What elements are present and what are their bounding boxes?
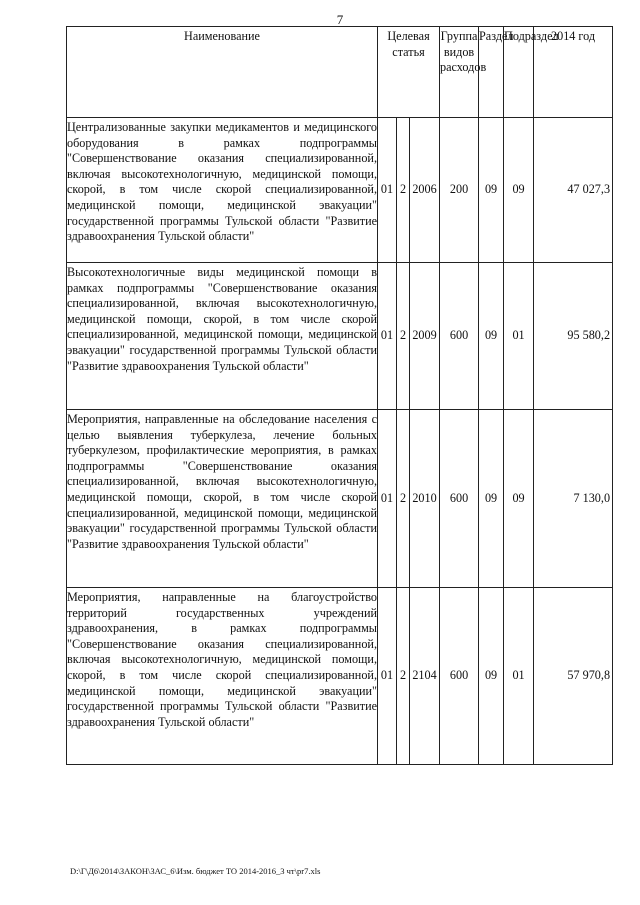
code-program: 01 (378, 118, 397, 263)
table-row (67, 118, 613, 263)
code-activity: 2010 (410, 410, 440, 588)
header-row (67, 27, 613, 118)
header-year: 2014 год (534, 27, 613, 118)
code-program: 01 (378, 263, 397, 410)
subsection: 09 (504, 410, 534, 588)
table-row (67, 588, 613, 765)
header-subsection: Подраздел (504, 27, 534, 118)
code-activity: 2006 (410, 118, 440, 263)
row-name: Централизованные закупки медикаментов и медицинского оборудования в рамках подпрограммы "Совершенствование оказания специализированной, включая высокотехнологичную, медицинской помощи, скорой, в том числе скорой специализированной, медицинской помощи, медицинской эвакуации" государственной программы Тульской области "Развитие здравоохранения Тульской области" (67, 120, 377, 244)
row-name: Мероприятия, направленные на обследование населения с целью выявления туберкулеза, лечение больных туберкулезом, профилактические мероприятия, в рамках подпрограммы "Совершенствование оказания специализированной, включая высокотехнологичную, медицинской помощи, скорой, в том числе скорой специализированной, медицинской помощи, медицинской эвакуации" государственной программы Тульской области "Развитие здравоохранения Тульской области" (67, 412, 377, 551)
amount: 57 970,8 (534, 588, 613, 765)
section: 09 (479, 263, 504, 410)
row-name: Высокотехнологичные виды медицинской помощи в рамках подпрограммы "Совершенствование оказания специализированной, включая высокотехнологичную, медицинской помощи, скорой, в том числе скорой специализированной, медицинской помощи, медицинской эвакуации" государственной программы Тульской области "Развитие здравоохранения Тульской области" (67, 265, 377, 373)
table-row (67, 410, 613, 588)
page-number: 7 (336, 12, 344, 27)
code-subprogram: 2 (397, 410, 410, 588)
expense-group: 600 (440, 263, 479, 410)
code-activity: 2009 (410, 263, 440, 410)
code-program: 01 (378, 410, 397, 588)
header-section: Раздел (479, 27, 504, 118)
row-name: Мероприятия, направленные на благоустройство территорий государственных учреждений здравоохранения, в рамках подпрограммы "Совершенствование оказания специализированной, включая высокотехнологичную, медицинской помощи, скорой, в том числе скорой специализированной, медицинской помощи, медицинской эвакуации" государственной программы Тульской области "Развитие здравоохранения Тульской области" (67, 590, 377, 729)
amount: 7 130,0 (534, 410, 613, 588)
section: 09 (479, 588, 504, 765)
file-path-footer: D:\Г\Д6\2014\ЗАКОН\ЗАС_6\Изм. бюджет ТО 2014-2016_3 чт\pr7.xls (70, 866, 321, 876)
code-subprogram: 2 (397, 263, 410, 410)
code-program: 01 (378, 588, 397, 765)
amount: 47 027,3 (534, 118, 613, 263)
expense-group: 600 (440, 588, 479, 765)
table-row (67, 263, 613, 410)
header-name: Наименование (67, 27, 378, 118)
code-activity: 2104 (410, 588, 440, 765)
section: 09 (479, 410, 504, 588)
code-subprogram: 2 (397, 588, 410, 765)
subsection: 01 (504, 263, 534, 410)
header-target-article: Целевая статья (378, 27, 440, 118)
code-subprogram: 2 (397, 118, 410, 263)
amount: 95 580,2 (534, 263, 613, 410)
budget-table (66, 26, 613, 765)
header-expense-group: Группа видов расходов (440, 27, 479, 118)
subsection: 09 (504, 118, 534, 263)
subsection: 01 (504, 588, 534, 765)
expense-group: 600 (440, 410, 479, 588)
section: 09 (479, 118, 504, 263)
expense-group: 200 (440, 118, 479, 263)
